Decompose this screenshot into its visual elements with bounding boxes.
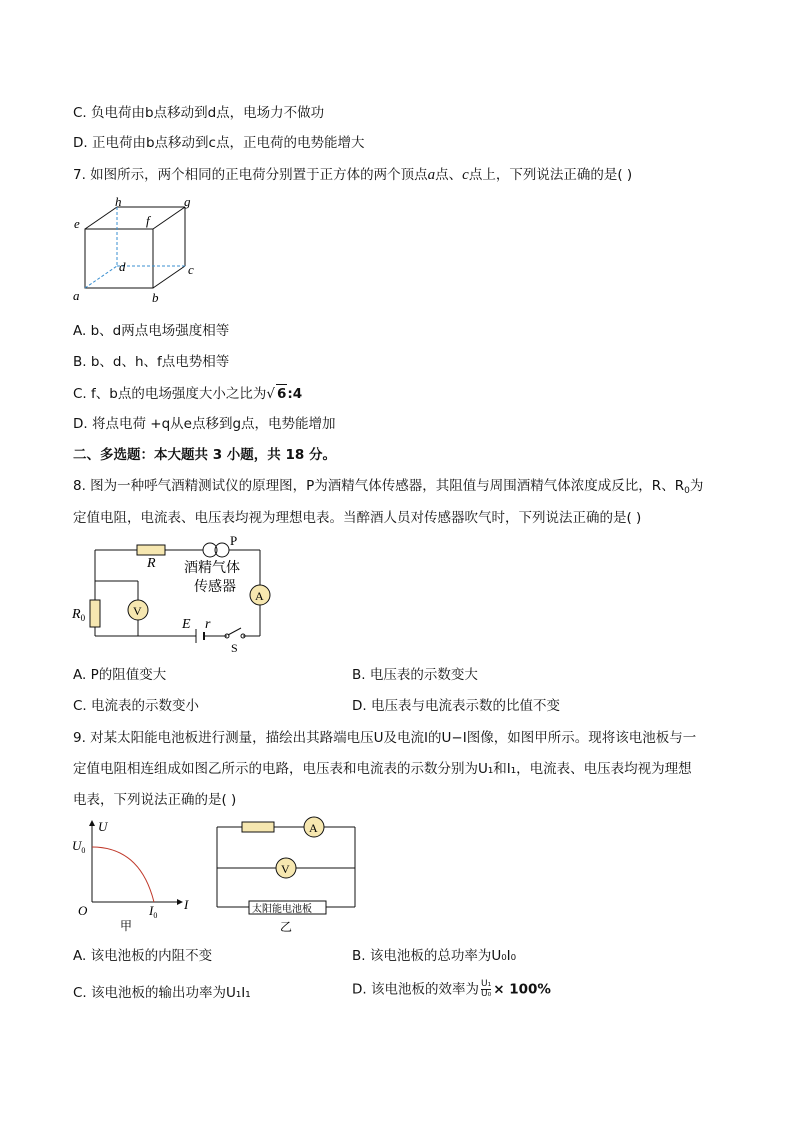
label-r: R	[147, 556, 156, 571]
label-r0: $R_0$	[72, 607, 86, 623]
cube-label-h: h	[115, 194, 122, 209]
q9-option-d: D. 该电池板的效率为 $\frac{\text{U₁}}{\text{U₀}}$ × 100%	[352, 979, 551, 999]
q7-option-a: A. b、d两点电场强度相等	[73, 323, 230, 339]
q8-option-a: A. P的阻值变大	[73, 667, 167, 683]
label-p: P	[230, 533, 238, 548]
q9-stem-line3: 电表，下列说法正确的是( )	[73, 792, 237, 808]
svg-text:A: A	[255, 589, 264, 603]
q7-option-d: D. 将点电荷 +q从e点移到g点，电势能增加	[73, 416, 336, 432]
q6-option-c: C. 负电荷由b点移动到d点，电场力不做功	[73, 105, 325, 121]
ui-curve	[92, 847, 154, 902]
solar-panel-label: 太阳能电池板	[252, 904, 312, 915]
q9-ui-graph	[70, 817, 200, 935]
graph-caption: 甲	[120, 919, 133, 933]
cube-label-f: f	[146, 213, 150, 228]
q9-stem-line1: 9. 对某太阳能电池板进行测量，描绘出其路端电压U及电流I的U−I图像，如图甲所示。现将该电池板与一	[73, 730, 697, 746]
q9-option-b: B. 该电池板的总功率为U₀I₀	[352, 948, 517, 964]
cube-label-c: c	[188, 262, 194, 277]
q8-option-d: D. 电压表与电流表示数的比值不变	[352, 698, 560, 714]
svg-text:V: V	[281, 862, 290, 876]
label-e: E	[182, 617, 191, 632]
section-title: 二、多选题：本大题共 3 小题，共 18 分。	[73, 447, 336, 463]
resistor-r	[137, 545, 165, 555]
efficiency-fraction: $\frac{\text{U₁}}{\text{U₀}}$	[480, 979, 492, 999]
cube-label-g: g	[184, 194, 191, 209]
q9-circuit-figure	[212, 815, 362, 937]
q8-circuit-figure	[70, 533, 280, 655]
q9-option-a: A. 该电池板的内阻不变	[73, 948, 213, 964]
q6-option-d: D. 正电荷由b点移动到c点，正电荷的电势能增大	[73, 135, 365, 151]
label-r-internal: r	[205, 617, 211, 632]
q8-stem-line1: 8. 图为一种呼气酒精测试仪的原理图，P为酒精气体传感器，其阻值与周围酒精气体浓度成反比，R、$R_0$为	[73, 478, 704, 496]
u0-label: $U_0$	[72, 838, 86, 855]
resistor	[242, 822, 274, 832]
axis-u-label: U	[98, 819, 108, 834]
q9-stem-line2: 定值电阻相连组成如图乙所示的电路，电压表和电流表的示数分别为U₁和I₁，电流表、电压表均视为理想	[73, 761, 692, 777]
i0-label: $I_0$	[149, 903, 158, 920]
label-s: S	[231, 641, 238, 655]
q8-option-b: B. 电压表的示数变大	[352, 667, 478, 683]
cube-label-a: a	[73, 288, 80, 303]
q9-option-c: C. 该电池板的输出功率为U₁I₁	[73, 985, 251, 1001]
resistor-r0	[90, 600, 100, 627]
sensor-label-1: 酒精气体	[184, 561, 240, 576]
q7-option-c: C. f、b点的电场强度大小之比为√ 6:4	[73, 386, 303, 402]
sensor-label-2: 传感器	[194, 580, 236, 595]
cube-label-b: b	[152, 290, 159, 305]
q8-option-c: C. 电流表的示数变小	[73, 698, 200, 714]
cube-label-e: e	[74, 216, 80, 231]
q7-stem: 7. 如图所示，两个相同的正电荷分别置于正方体的两个顶点a点、c点上，下列说法正确的是( )	[73, 167, 633, 183]
axis-i-label: I	[184, 897, 189, 912]
circuit-caption: 乙	[280, 920, 293, 934]
q7-option-b: B. b、d、h、f点电势相等	[73, 354, 230, 370]
svg-text:V: V	[133, 604, 142, 618]
q8-stem-line2: 定值电阻，电流表、电压表均视为理想电表。当醉酒人员对传感器吹气时，下列说法正确的是( )	[73, 510, 642, 526]
origin-label: O	[78, 903, 88, 918]
cube-label-d: d	[119, 259, 126, 274]
q7-cube-figure	[70, 194, 210, 309]
svg-text:A: A	[309, 821, 318, 835]
